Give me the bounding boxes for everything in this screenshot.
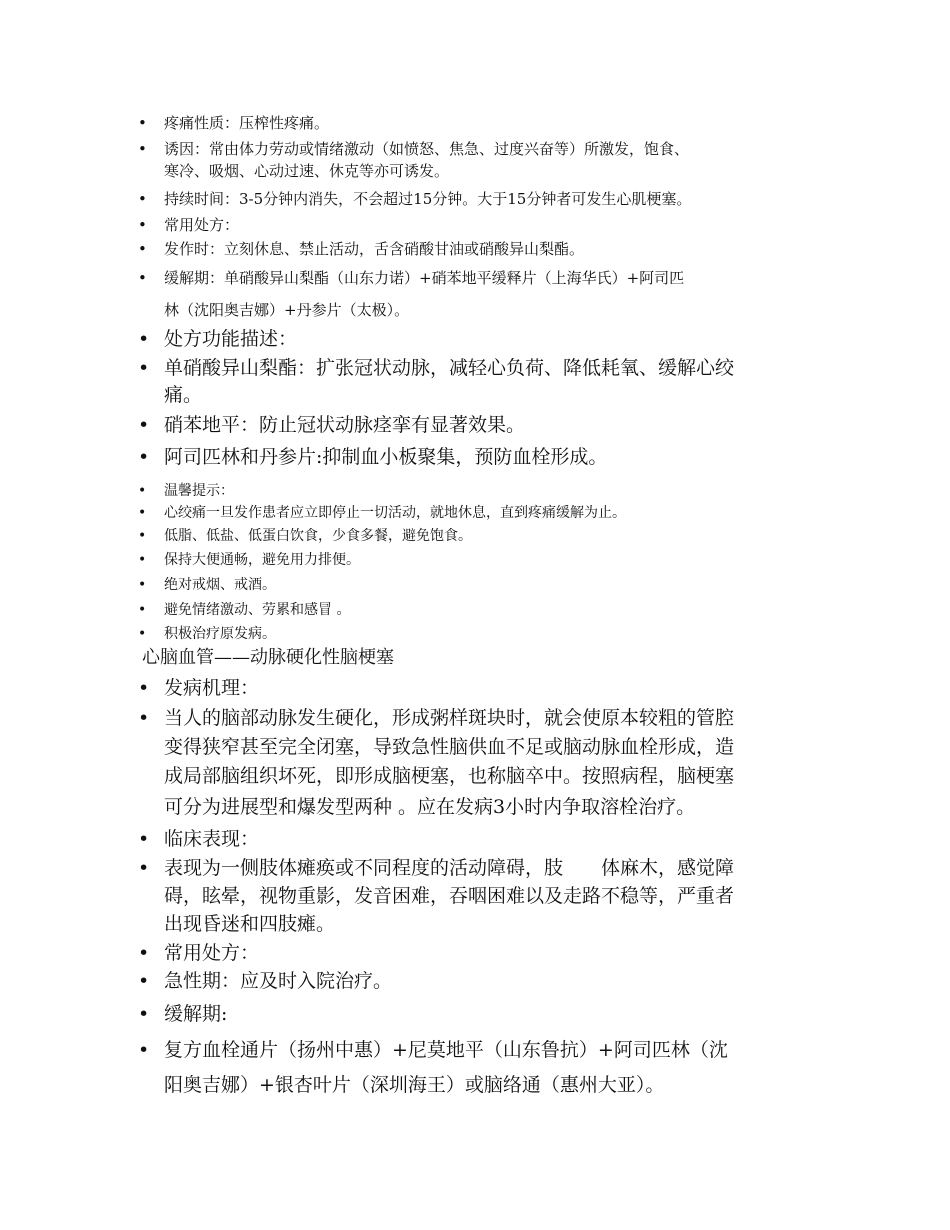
bullet: • <box>138 414 150 436</box>
section-heading: 心脑血管——动脉硬化性脑梗塞 <box>142 647 394 668</box>
list-item-text: 诱因：常由体力劳动或情绪激动（如愤怒、焦急、过度兴奋等）所激发，饱食、 <box>164 140 690 158</box>
list-item-text: 碍，眩晕，视物重影，发音困难，吞咽困难以及走路不稳等，严重者 <box>164 885 735 907</box>
list-item-text: 温馨提示： <box>164 483 234 499</box>
list-item-text: 临床表现： <box>164 828 260 850</box>
bullet: • <box>138 505 147 521</box>
bullet: • <box>138 140 147 158</box>
list-item-text: 发病机理： <box>164 677 260 699</box>
list-item-text: 阳奥吉娜）+银杏叶片（深圳海王）或脑络通（惠州大亚）。 <box>164 1074 665 1096</box>
list-item-text: 避免情绪激动、劳累和感冒 。 <box>164 602 351 618</box>
bullet: • <box>138 552 147 568</box>
list-item-text: 心绞痛一旦发作患者应立即停止一切活动，就地休息，直到疼痛缓解为止。 <box>164 505 626 521</box>
bullet: • <box>138 828 150 850</box>
list-item-text: 急性期：应及时入院治疗。 <box>164 970 393 992</box>
bullet: • <box>138 1039 150 1061</box>
list-item-text: 硝苯地平：防止冠状动脉痉挛有显著效果。 <box>164 414 526 436</box>
list-item-text: 处方功能描述： <box>164 328 298 350</box>
list-item-text: 绝对戒烟、戒酒。 <box>164 577 276 593</box>
list-item-text: 复方血栓通片（扬州中惠）+尼莫地平（山东鲁抗）+阿司匹林（沈 <box>164 1039 728 1061</box>
list-item-text: 阿司匹林和丹参片:抑制血小板聚集，预防血栓形成。 <box>164 446 608 468</box>
list-item-text: 成局部脑组织坏死，即形成脑梗塞，也称脑卒中。按照病程，脑梗塞 <box>164 765 735 787</box>
bullet: • <box>138 626 147 642</box>
list-item-text: 发作时：立刻休息、禁止活动，舌含硝酸甘油或硝酸异山梨酯。 <box>164 240 585 258</box>
bullet: • <box>138 114 147 132</box>
bullet: • <box>138 357 150 379</box>
list-item-text: 保持大便通畅，避免用力排便。 <box>164 552 360 568</box>
bullet: • <box>138 269 147 287</box>
bullet: • <box>138 970 150 992</box>
list-item-text: 持续时间：3-5分钟内消失，不会超过15分钟。大于15分钟者可发生心肌梗塞。 <box>164 190 692 208</box>
bullet: • <box>138 1003 150 1025</box>
list-item-text: 常用处方： <box>164 942 260 964</box>
list-item-text: 缓解期: <box>164 1003 228 1025</box>
list-item-text: 表现为一侧肢体瘫痪或不同程度的活动障碍，肢 体麻木，感觉障 <box>164 857 735 879</box>
bullet: • <box>138 577 147 593</box>
list-item-text: 单硝酸异山梨酯：扩张冠状动脉，减轻心负荷、降低耗氧、缓解心绞 <box>164 357 735 379</box>
bullet: • <box>138 602 147 618</box>
list-item-text: 变得狭窄甚至完全闭塞，导致急性脑供血不足或脑动脉血栓形成，造 <box>164 736 735 758</box>
list-item-text: 缓解期：单硝酸异山梨酯（山东力诺）+硝苯地平缓释片（上海华氏）+阿司匹 <box>164 269 685 287</box>
bullet: • <box>138 240 147 258</box>
list-item-text: 林（沈阳奥吉娜）+丹参片（太极）。 <box>164 301 410 319</box>
bullet: • <box>138 483 147 499</box>
list-item-text: 寒冷、吸烟、心动过速、休克等亦可诱发。 <box>164 162 450 180</box>
bullet: • <box>138 857 150 879</box>
list-item-text: 可分为进展型和爆发型两种 。应在发病3小时内争取溶栓治疗。 <box>164 796 696 818</box>
list-item-text: 积极治疗原发病。 <box>164 626 276 642</box>
bullet: • <box>138 942 150 964</box>
bullet: • <box>138 446 150 468</box>
list-item-text: 当人的脑部动脉发生硬化，形成粥样斑块时，就会使原本较粗的管腔 <box>164 707 735 729</box>
bullet: • <box>138 190 147 208</box>
bullet: • <box>138 528 147 544</box>
bullet: • <box>138 328 150 350</box>
bullet: • <box>138 216 147 234</box>
list-item-text: 出现昏迷和四肢瘫。 <box>164 913 336 935</box>
list-item-text: 常用处方： <box>164 216 240 234</box>
list-item-text: 痛。 <box>164 384 203 406</box>
bullet: • <box>138 677 150 699</box>
list-item-text: 低脂、低盐、低蛋白饮食，少食多餐，避免饱食。 <box>164 528 472 544</box>
list-item-text: 疼痛性质：压榨性疼痛。 <box>164 114 330 132</box>
bullet: • <box>138 707 150 729</box>
